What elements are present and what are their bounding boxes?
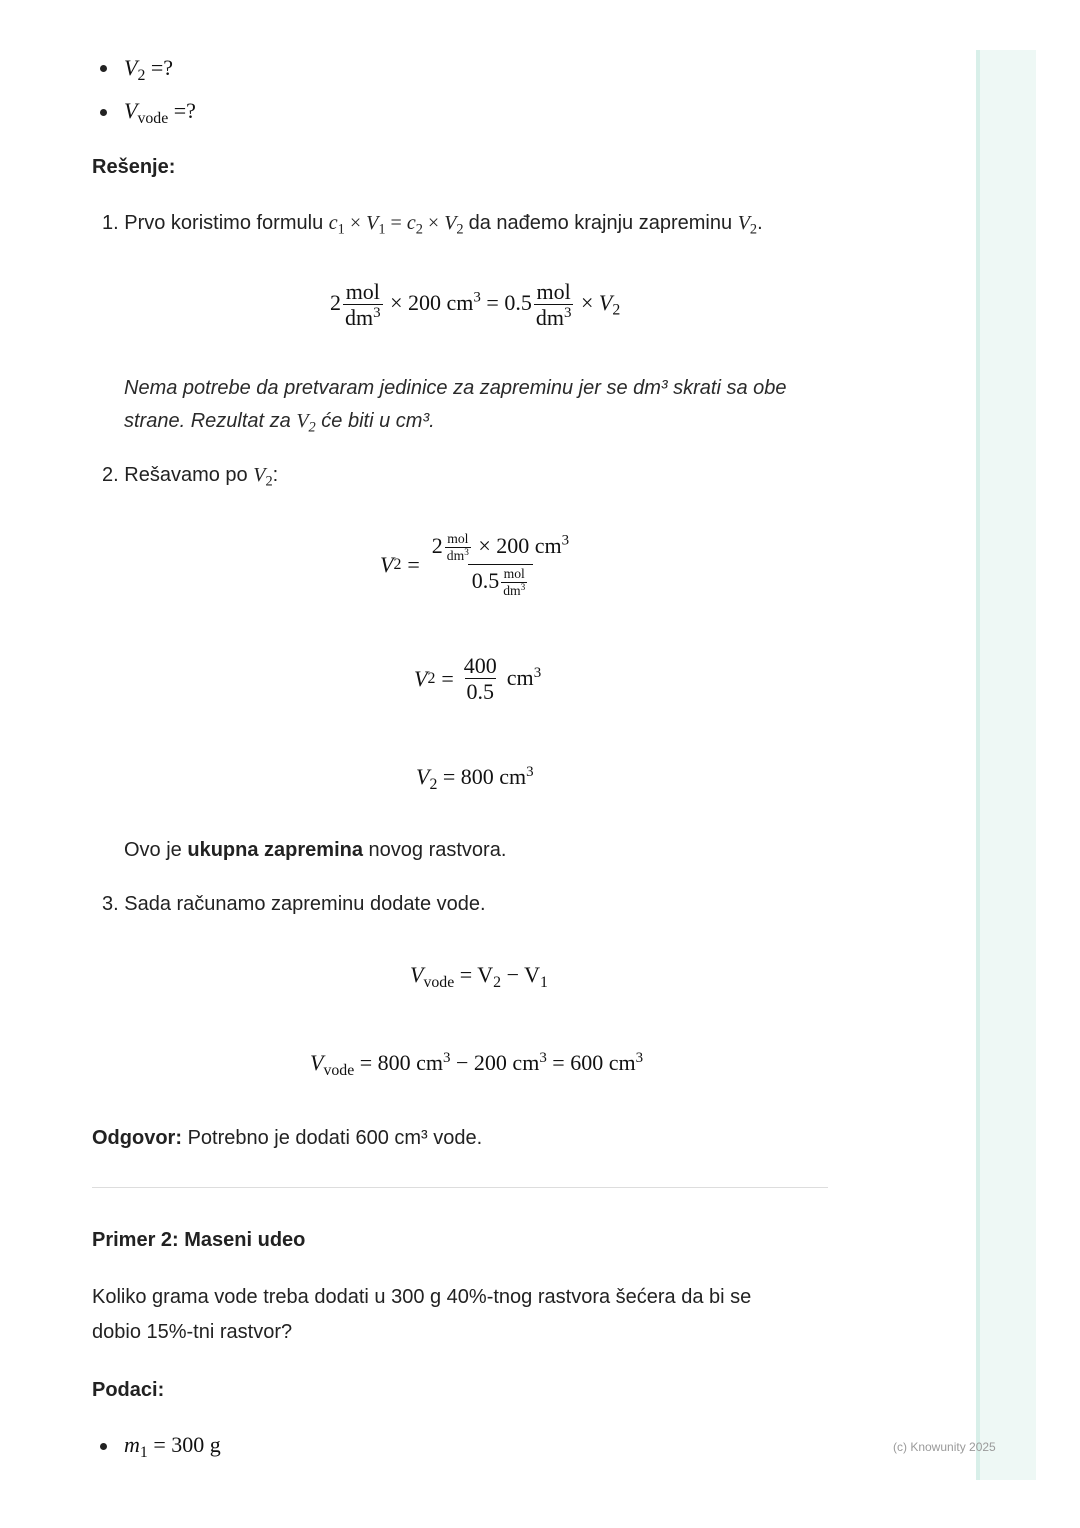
answer-line [92,1122,482,1154]
step2-equation3: $V_2 = 800$ $cm^3$ [416,764,534,793]
bullet [100,1443,107,1450]
example2-question-line2: dobio 15%-tni rastvor? [92,1321,293,1343]
step1-number: 1. [102,212,119,234]
step2-equation1: V 2 = 2 $\frac{\text{mol}}{dm^3}$ × 200 $cm^3$ 0.5 $\frac{\text{mol}}{dm^3}$ [380,531,570,599]
step1-note-line1: Nema potrebe da pretvaram jedinice za zapreminu jer se dm³ skrati sa obe [124,377,787,399]
answer-label: Odgovor: [92,1127,182,1149]
step3-number: 3. [102,893,119,915]
dilution-formula: $c_1 \times V_1 = c_2 \times V_2$ [328,212,464,238]
step2-equation2: V 2 = $\frac{400}{0.5}$ $cm^3$ [414,653,542,705]
step1-equation: 2 $\frac{\text{mol}}{dm^3}$ × 200 $cm^3 = 0.5$ $\frac{\text{mol}}{dm^3}$ × $V_2$ [330,279,621,331]
answer-text: Potrebno je dodati 600 cm³ vode. [187,1127,483,1149]
data-m1: $m_1 = 300$ g [124,1432,221,1461]
step3-equation2: $V_{vode} = 800$ $cm^3 - 200$ $cm^3 = 600$ $cm^3$ [310,1050,644,1079]
step2-number: 2. [102,464,119,486]
example2-question-line1: Koliko grama vode treba dodati u 300 g 40%-tnog rastvora šećera da bi se [92,1286,752,1308]
step1-note-line2: strane. Rezultat za $V_2$ će biti u cm³. [124,410,435,436]
bullet [100,109,107,116]
step3-line: 3. Sada računamo zapreminu dodate vode. [102,893,486,915]
step2-summary: Ovo je ukupna zapremina novog rastvora. [124,839,507,861]
step2-line: 2. Rešavamo po $V_2$: [102,464,279,490]
bullet [100,65,107,72]
step1-line: 1. Prvo koristimo formulu $c_1 \times V_1 = c_2 \times V_2$ da nađemo krajnju zapreminu $V_2$. [102,212,763,238]
data-heading: Podaci: [92,1379,165,1401]
given-vvode: $V_{vode}$ =? [124,98,196,127]
example2-heading: Primer 2: Maseni udeo [92,1229,306,1251]
step3-equation1: $V_{vode} = V_2 - V_1$ [410,962,548,991]
side-panel [976,50,1036,1480]
given-v2: $V_2$ =? [124,55,174,84]
copyright-footer: (c) Knowunity 2025 [893,1440,996,1454]
solution-heading: Rešenje: [92,156,176,178]
section-divider [92,1187,828,1188]
